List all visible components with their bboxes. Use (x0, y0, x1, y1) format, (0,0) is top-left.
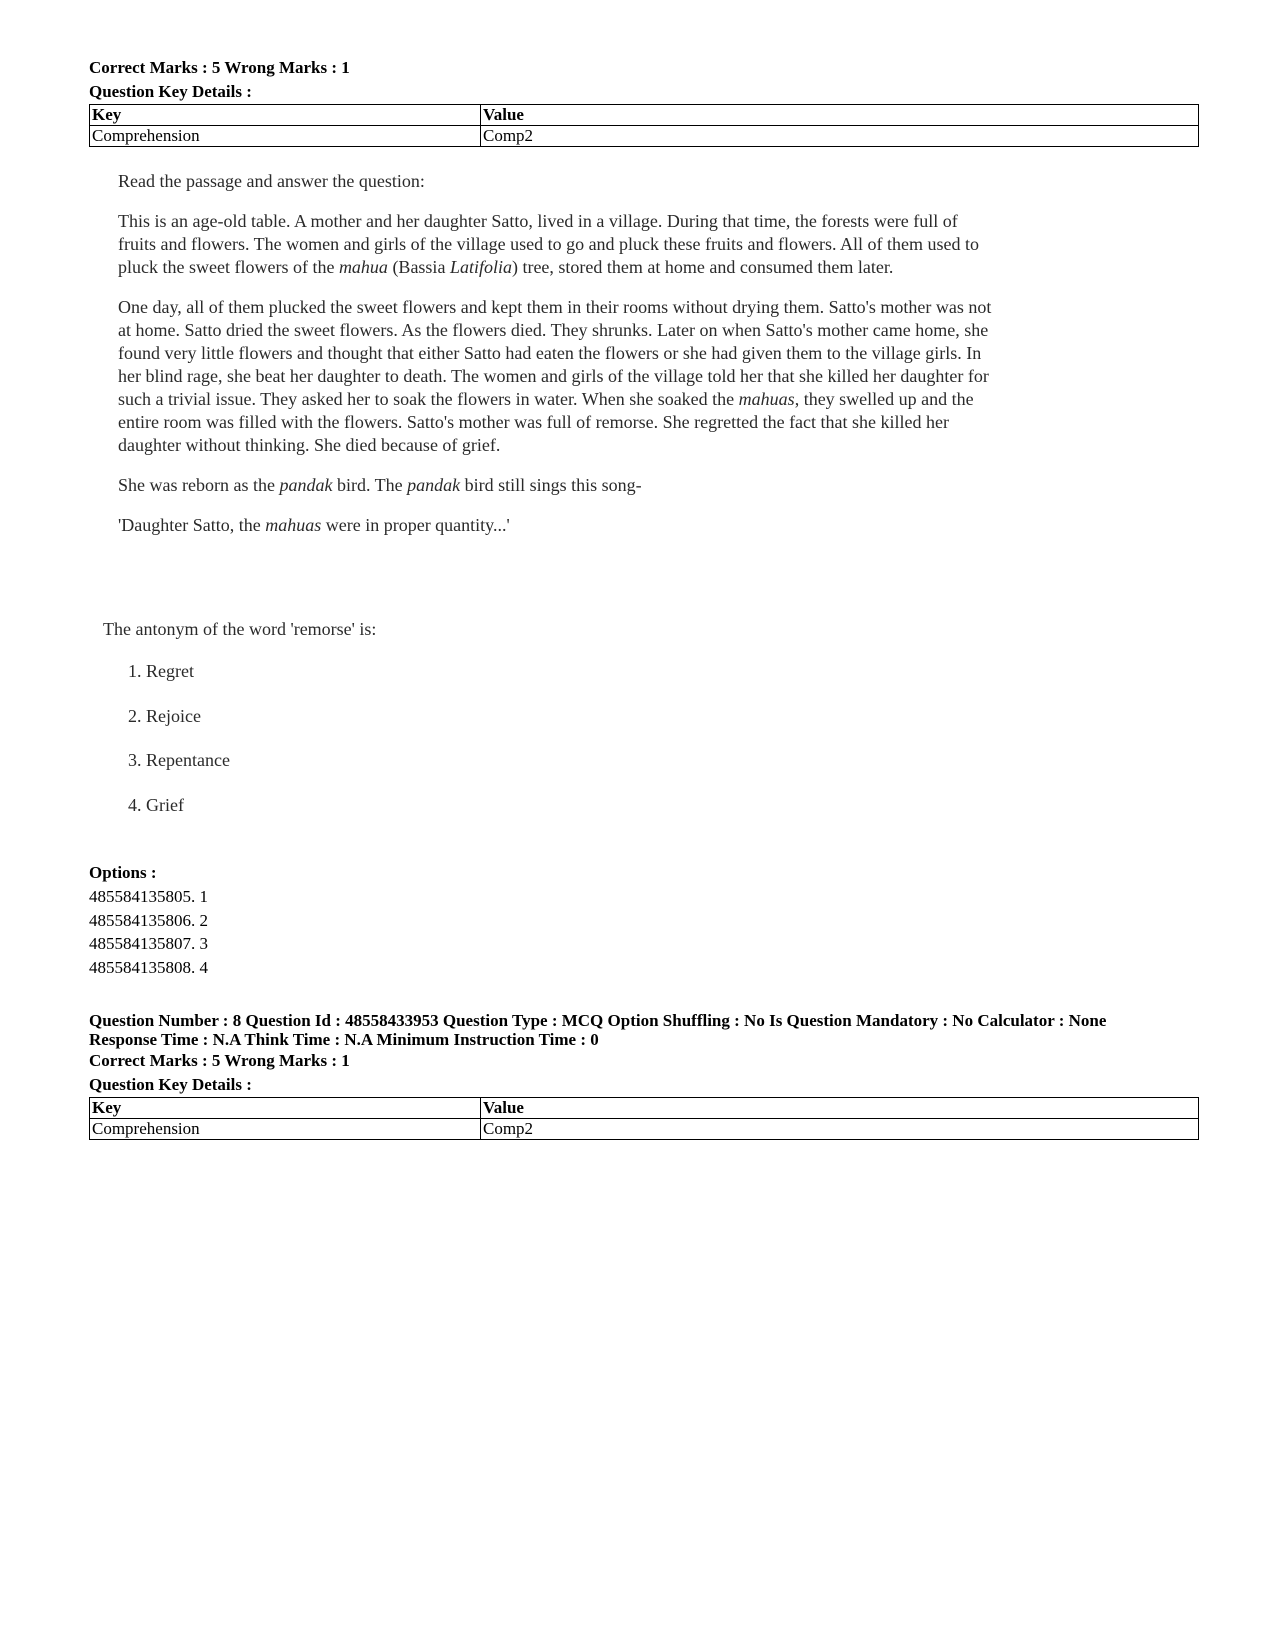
marks-line: Correct Marks : 5 Wrong Marks : 1 (89, 58, 350, 77)
passage (118, 170, 998, 537)
table-header-key: Key (90, 1098, 481, 1119)
passage-paragraph-2: One day, all of them plucked the sweet flowers and kept them in their rooms without drying them. Satto's mother was not at home. Satto dried the sweet flowers. As the flowers died. They shrunks. Later on when Satto's mother came home, she found very little flowers and thought that either Satto had eaten the flowers or she had given them to the village girls. In her blind rage, she beat her daughter to death. The women and girls of the village told her that she killed her daughter for such a trivial issue. They asked her to soak the flowers in water. When she soaked the mahuas, they swelled up and the entire room was filled with the flowers. Satto's mother was full of remorse. She regretted the fact that she killed her daughter without thinking. She died because of grief. (118, 297, 992, 455)
question-8-meta (89, 1011, 1199, 1140)
table-cell-value: Comp2 (481, 1119, 1199, 1140)
table-row (90, 1119, 1199, 1140)
table-cell-key: Comprehension (90, 1119, 481, 1140)
table-header-row (90, 1098, 1199, 1119)
passage-instruction: Read the passage and answer the question: (118, 171, 425, 191)
answer-choice: 4. Grief (128, 794, 184, 815)
key-details-label: Question Key Details : (89, 82, 252, 101)
option-item: 485584135807. 3 (89, 934, 208, 953)
question-info-line-2: Response Time : N.A Think Time : N.A Minimum Instruction Time : 0 (89, 1030, 599, 1049)
table-cell-value: Comp2 (481, 126, 1199, 147)
answer-choices (128, 660, 230, 838)
question-7-meta (89, 56, 1199, 147)
table-header-value: Value (481, 1098, 1199, 1119)
marks-line: Correct Marks : 5 Wrong Marks : 1 (89, 1051, 350, 1070)
question-text: The antonym of the word 'remorse' is: (103, 619, 377, 639)
options-label: Options : (89, 863, 157, 882)
option-item: 485584135808. 4 (89, 957, 208, 977)
table-header-value: Value (481, 105, 1199, 126)
option-item: 485584135805. 1 (89, 887, 208, 906)
table-row (90, 126, 1199, 147)
key-details-table (89, 104, 1199, 147)
answer-choice: 3. Repentance (128, 750, 230, 770)
table-cell-key: Comprehension (90, 126, 481, 147)
answer-choice: 1. Regret (128, 661, 194, 681)
table-header-row (90, 105, 1199, 126)
key-details-label: Question Key Details : (89, 1075, 252, 1094)
key-details-table (89, 1097, 1199, 1140)
options-section (89, 861, 1199, 979)
passage-paragraph-4: 'Daughter Satto, the mahuas were in proper quantity...' (118, 515, 510, 535)
question-info-line-1: Question Number : 8 Question Id : 48558433953 Question Type : MCQ Option Shuffling : No Is Question Mandatory : No Calculator : None (89, 1011, 1107, 1030)
passage-paragraph-3: She was reborn as the pandak bird. The pandak bird still sings this song- (118, 475, 642, 495)
option-item: 485584135806. 2 (89, 910, 208, 930)
answer-choice: 2. Rejoice (128, 705, 201, 726)
passage-paragraph-1: This is an age-old table. A mother and her daughter Satto, lived in a village. During that time, the forests were full of fruits and flowers. The women and girls of the village used to go and pluck these fruits and flowers. All of them used to pluck the sweet flowers of the mahua (Bassia Latifolia) tree, stored them at home and consumed them later. (118, 211, 979, 277)
table-header-key: Key (90, 105, 481, 126)
